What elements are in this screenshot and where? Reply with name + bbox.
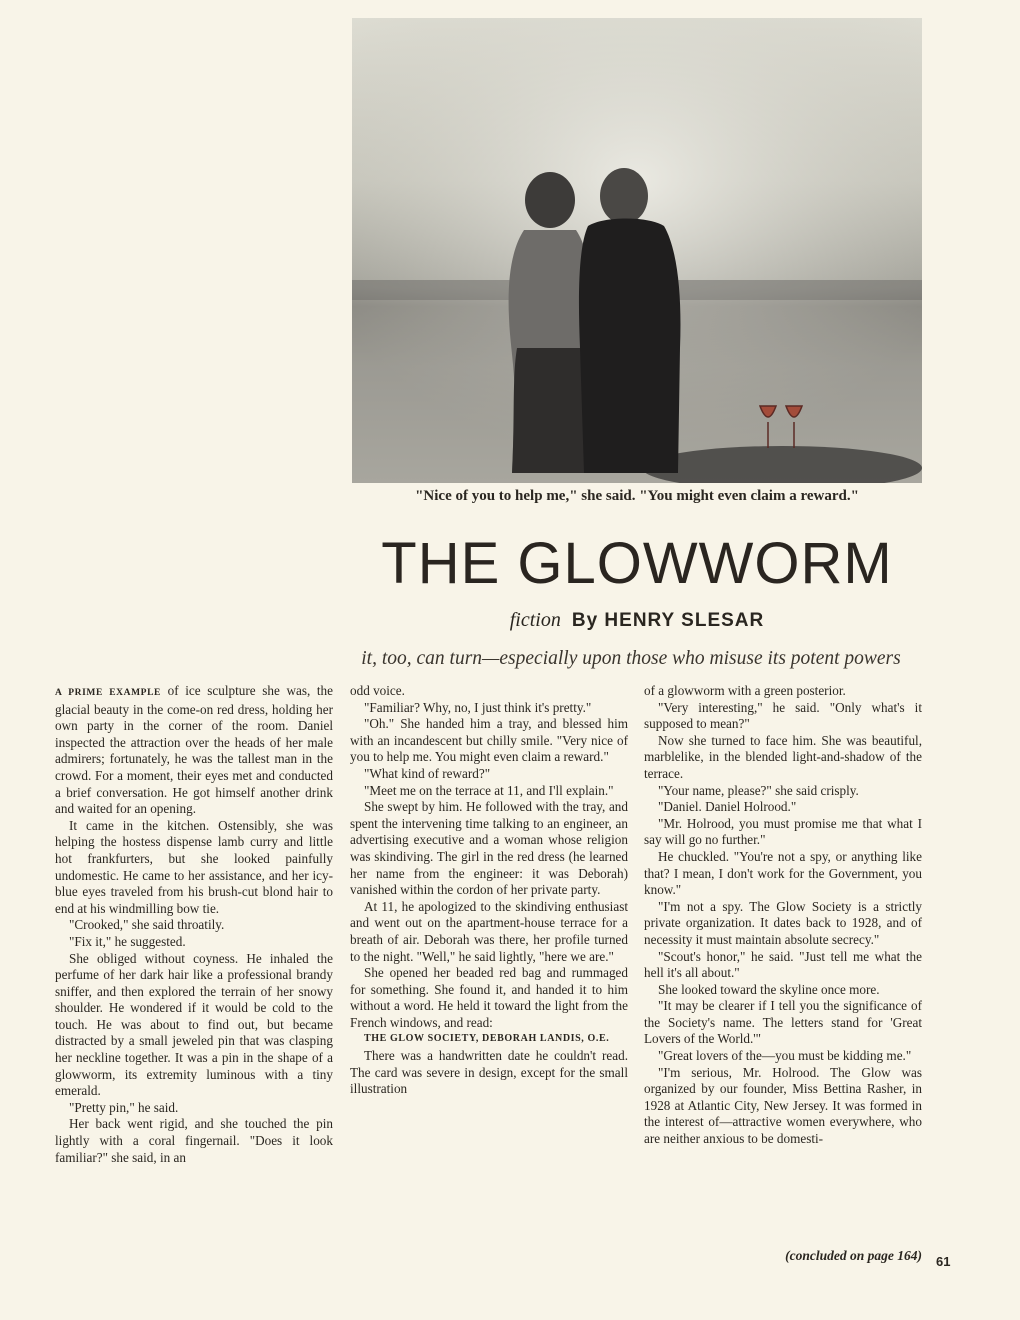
- author-name: By HENRY SLESAR: [571, 610, 765, 631]
- paragraph: "Oh." She handed him a tray, and blessed him with an incandescent but chilly smile. "Very nice of you to help me. You might even claim a reward.": [350, 716, 628, 765]
- paragraph: Now she turned to face him. She was beautiful, marblelike, in the blended light-and-shadow of the terrace.: [644, 732, 922, 781]
- paragraph: A PRIME EXAMPLE of ice sculpture she was, the glacial beauty in the come-on red dress, holding her own party in the corner of the room. Daniel inspected the attraction over the heads of her male admirers; fortunately, he was the tallest man in the crowd. For a moment, their eyes met and conducted a brief conversation. He got himself another drink and waited for an opening.: [55, 683, 333, 817]
- paragraph: She looked toward the skyline once more.: [658, 981, 880, 997]
- story-illustration: [352, 18, 922, 483]
- paragraph: "Your name, please?" she said crisply.: [658, 782, 859, 798]
- paragraph: odd voice.: [350, 683, 405, 698]
- byline: [352, 610, 922, 630]
- paragraph: "Crooked," she said throatily.: [69, 917, 225, 933]
- paragraph: She obliged without coyness. He inhaled the perfume of her dark hair like a professional brandy sniffer, and then explored the terrain of her snowy shoulder. He wondered if it would be cold to the touch. He was about to find out, but became distracted by a small jeweled pin that was clasping her neckline together. It was a pin in the shape of a glowworm, its extremity luminous with a tiny emerald.: [55, 950, 333, 1099]
- genre-label: fiction: [509, 609, 561, 631]
- paragraph: "Mr. Holrood, you must promise me that what I say will go no further.": [644, 815, 922, 848]
- paragraph: "It may be clearer if I tell you the significance of the Society's name. The letters stand for 'Great Lovers of the World.'": [644, 998, 922, 1047]
- paragraph: "What kind of reward?": [364, 765, 491, 781]
- paragraph: "Great lovers of the—you must be kidding me.": [658, 1048, 912, 1064]
- story-tagline: it, too, can turn—especially upon those who misuse its potent powers: [361, 648, 901, 669]
- page-number: 61: [936, 1254, 951, 1269]
- paragraph: "Very interesting," he said. "Only what's it supposed to mean?": [644, 699, 922, 732]
- paragraph: There was a handwritten date he couldn't read. The card was severe in design, except for the small illustration: [350, 1048, 628, 1097]
- paragraph: "I'm serious, Mr. Holrood. The Glow was organized by our founder, Miss Bettina Rasher, in 1928 at Atlantic City, New Jersey. It was formed in the interest of—attractive women everywhere, who are neither anxious to be domesti-: [644, 1064, 922, 1147]
- paragraph: "Familiar? Why, no, I just think it's pretty.": [364, 699, 592, 715]
- card-text: THE GLOW SOCIETY, DEBORAH LANDIS, O.E.: [364, 1033, 610, 1045]
- paragraph: It came in the kitchen. Ostensibly, she was helping the hostess dispense lamb curry and little hot frankfurters, but she looked painfully undomestic. He came to her assistance, and her icy-blue eyes traveled from his brush-cut blond hair to end at his windmilling bow tie.: [55, 817, 333, 916]
- paragraph: of a glowworm with a green posterior.: [644, 683, 846, 698]
- text-column-2: [350, 683, 628, 1098]
- paragraph: "Scout's honor," he said. "Just tell me what the hell it's all about.": [644, 948, 922, 981]
- story-title: THE GLOWWORM: [381, 531, 893, 596]
- paragraph: She opened her beaded red bag and rummaged for something. She found it, and handed it to him without a word. He held it toward the light from the French windows, and read:: [350, 965, 628, 1030]
- text-column-3: [644, 683, 922, 1148]
- paragraph: "I'm not a spy. The Glow Society is a strictly private organization. It dates back to 1928, and of necessity it must maintain absolute secrecy.": [644, 898, 922, 947]
- paragraph: "Fix it," he suggested.: [69, 933, 186, 949]
- paragraph: "Meet me on the terrace at 11, and I'll explain.": [364, 782, 614, 798]
- paragraph: She swept by him. He followed with the tray, and spent the intervening time talking to an engineer, an advertising executive and a woman whose religion was skindiving. The girl in the red dress (he learned her name from the engineer: it was Deborah) vanished within the cordon of her private party.: [350, 799, 628, 898]
- paragraph: He chuckled. "You're not a spy, or anything like that? I mean, I don't work for the Government, you know.": [644, 848, 922, 898]
- continuation-note: (concluded on page 164): [785, 1248, 922, 1263]
- paragraph: "Daniel. Daniel Holrood.": [658, 799, 797, 815]
- paragraph: "Pretty pin," he said.: [69, 1099, 179, 1115]
- paragraph: Her back went rigid, and she touched the pin lightly with a coral fingernail. "Does it look familiar?" she said, in an: [55, 1116, 333, 1165]
- illustration-caption: "Nice of you to help me," she said. "You might even claim a reward.": [415, 488, 859, 504]
- couple-on-terrace-illustration: [352, 18, 922, 483]
- text-column-1: [55, 683, 333, 1166]
- lead-in: A PRIME EXAMPLE: [55, 688, 161, 698]
- paragraph: At 11, he apologized to the skindiving enthusiast and went out on the apartment-house terrace for a breath of air. Deborah was there, her profile turned to the night. "Well," he said lightly, "here we are.": [350, 898, 628, 964]
